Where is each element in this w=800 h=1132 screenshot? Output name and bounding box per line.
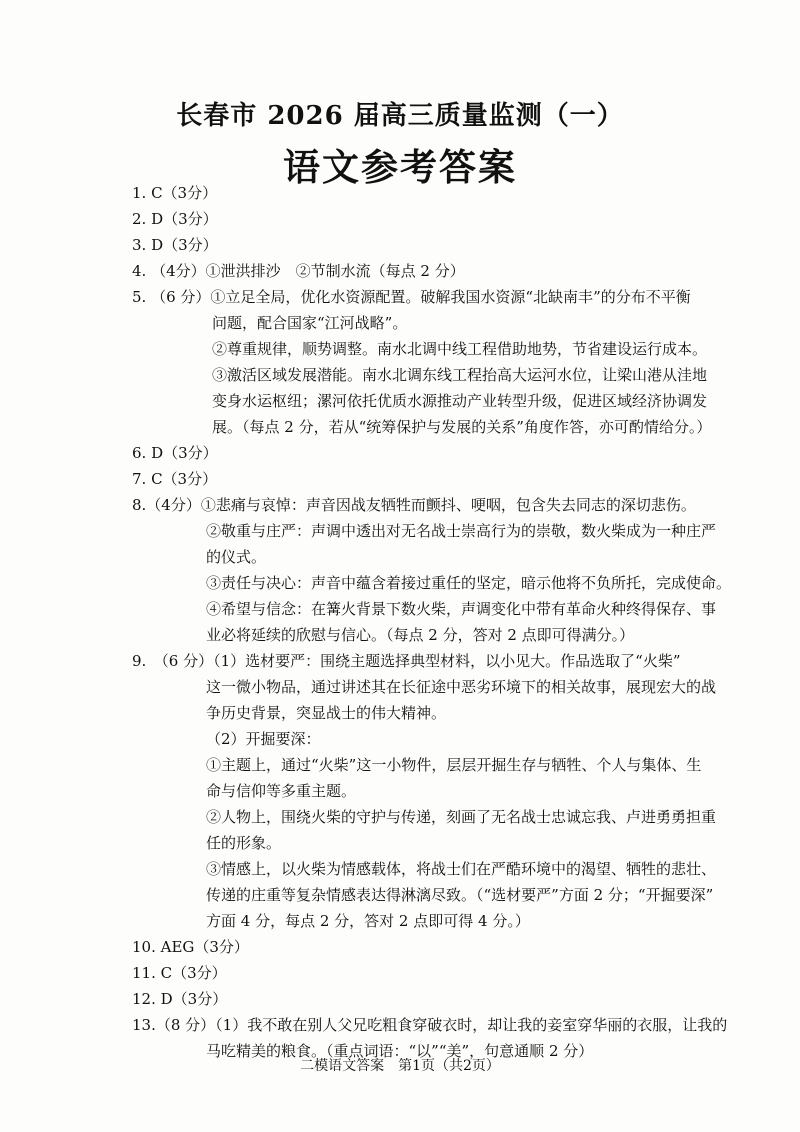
answer-line: 13.（8 分）（1）我不敢在别人父兄吃粗食穿破衣时，却让我的妾室穿华丽的衣服，让我的 <box>132 1016 728 1034</box>
document-subtitle: 语文参考答案 <box>283 145 517 189</box>
answer-line: 变身水运枢纽；漯河依托优质水源推动产业转型升级，促进区域经济协调发 <box>212 392 708 410</box>
answer-line: 12. D（3分） <box>132 990 228 1008</box>
answer-line: 8.（4分）①悲痛与哀悼：声音因战友牺牲而颤抖、哽咽，包含失去同志的深切悲伤。 <box>132 496 696 514</box>
document-title: 长春市 2026 届高三质量监测（一） <box>176 101 624 131</box>
answer-line: 任的形象。 <box>206 834 282 852</box>
answer-line: ①主题上，通过“火柴”这一小物件，层层开掘生存与牺牲、个人与集体、生 <box>206 756 702 774</box>
answer-line: 的仪式。 <box>206 548 267 566</box>
answer-line: 11. C（3分） <box>132 964 227 982</box>
answer-line: 2. D（3分） <box>132 210 218 228</box>
answer-line: 5. （6 分）①立足全局，优化水资源配置。破解我国水资源“北缺南丰”的分布不平衡 <box>132 288 691 306</box>
answer-line: 展。（每点 2 分，若从“统筹保护与发展的关系”角度作答，亦可酌情给分。） <box>212 418 712 436</box>
answer-line: 10. AEG（3分） <box>132 938 249 956</box>
answer-line: 业必将延续的欣慰与信心。（每点 2 分，答对 2 点即可得满分。） <box>206 626 635 644</box>
answer-line: 问题，配合国家“江河战略”。 <box>212 314 408 332</box>
answer-line: 马吃精美的粮食。（重点词语：“以”“美”，句意通顺 2 分） <box>206 1042 594 1060</box>
answer-line: 命与信仰等多重主题。 <box>206 782 357 800</box>
answer-line: 7. C（3分） <box>132 470 218 488</box>
answer-line: 这一微小物品，通过讲述其在长征途中恶劣环境下的相关故事，展现宏大的战 <box>206 678 717 696</box>
answer-line: （2）开掘要深： <box>206 730 321 748</box>
answer-line: ③情感上，以火柴为情感载体，将战士们在严酷环境中的渴望、牺牲的悲壮、 <box>206 860 717 878</box>
answer-line: 4. （4分）①泄洪排沙 ②节制水流（每点 2 分） <box>132 262 465 280</box>
answer-line: ②人物上，围绕火柴的守护与传递，刻画了无名战士忠诚忘我、卢进勇勇担重 <box>206 808 717 826</box>
answer-line: 1. C（3分） <box>132 184 218 202</box>
answer-line: ②敬重与庄严：声调中透出对无名战士崇高行为的崇敬，数火柴成为一种庄严 <box>206 522 717 540</box>
answer-line: 方面 4 分，每点 2 分，答对 2 点即可得 4 分。） <box>206 912 530 930</box>
answer-line: ③责任与决心：声音中蕴含着接过重任的坚定，暗示他将不负所托，完成使命。 <box>206 574 732 592</box>
answer-line: 传递的庄重等复杂情感表达得淋漓尽致。（“选材要严”方面 2 分；“开掘要深” <box>206 886 714 904</box>
answer-line: ②尊重规律，顺势调整。南水北调中线工程借助地势，节省建设运行成本。 <box>212 340 708 358</box>
answer-line: 3. D（3分） <box>132 236 218 254</box>
answer-line: 9. （6 分）（1）选材要严：围绕主题选择典型材料，以小见大。作品选取了“火柴” <box>132 652 681 670</box>
page-footer: 二模语文答案 第1页（共2页） <box>300 1058 500 1074</box>
answer-line: 争历史背景，突显战士的伟大精神。 <box>206 704 447 722</box>
answer-line: ③激活区域发展潜能。南水北调东线工程抬高大运河水位，让梁山港从洼地 <box>212 366 708 384</box>
answer-line: ④希望与信念：在篝火背景下数火柴，声调变化中带有革命火种终得保存、事 <box>206 600 717 618</box>
answer-line: 6. D（3分） <box>132 444 218 462</box>
